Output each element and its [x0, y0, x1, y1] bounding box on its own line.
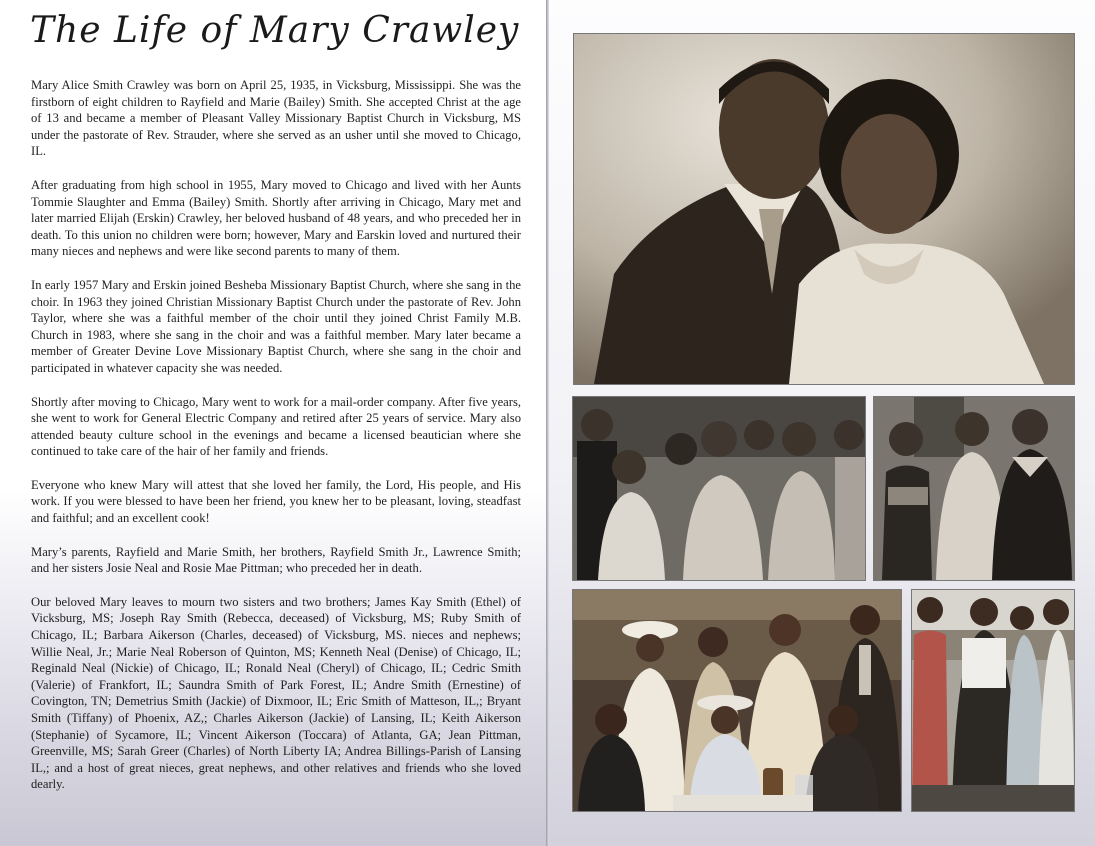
- paragraph-career: Shortly after moving to Chicago, Mary went to work for a mail-order company. After five years, she went to work for General Electric Company and retired after 25 years of service. Mary also attended beauty culture school in the evenings and became a licensed beautician where she continued to take care of the hair of her family and friends.: [31, 394, 521, 459]
- page-title: The Life of Mary Crawley: [30, 10, 520, 51]
- paragraph-character: Everyone who knew Mary will attest that she loved her family, the Lord, His people, and His work. If you were blessed to have been her friend, you knew her to be pleasant, loving, steadfast and faithful; and an excellent cook!: [31, 477, 521, 526]
- paragraph-birth: Mary Alice Smith Crawley was born on April 25, 1935, in Vicksburg, Mississippi. She was the firstborn of eight children to Rayfield and Marie (Bailey) Smith. She accepted Christ at the age of 13 and became a member of Pleasant Valley Missionary Baptist Church in Vicksburg, MS under the pastorate of Rev. Strauder, where she served as an usher until she moved to Chicago, IL.: [31, 78, 521, 159]
- banquet-group-photo: [572, 589, 902, 812]
- three-women-photo: [873, 396, 1075, 581]
- group-photo-party: [572, 396, 866, 581]
- couple-portrait-photo: [573, 33, 1075, 385]
- paragraph-chicago: After graduating from high school in 1955, Mary moved to Chicago and lived with her Aunts Tommie Slaughter and Emma (Bailey) Smith. Shortly after arriving in Chicago, Mary met and later married Elijah (Erskin) Crawley, her beloved husband of 48 years, and who preceded her in death. To this union no children were born; however, Mary and Earskin loved and nurtured their many nieces and nephews and were like second parents to many of them.: [31, 177, 521, 259]
- obituary-text: [31, 77, 521, 810]
- paragraph-survivors: Our beloved Mary leaves to mourn two sisters and two brothers; James Kay Smith (Ethel) of Vicksburg, MS; Joseph Ray Smith (Rebecca, deceased) of Vicksburg, MS; Ruby Smith of Chicago, IL; Barbara Aikerson (Charles, deceased) of Vicksburg, MS. nieces and nephews; Willie Neal, Jr.; Marie Neal Roberson of Quinton, MS; Kenneth Neal (Denise) of Chicago, IL; Reginald Neal (Nickie) of Chicago, IL; Ronald Neal (Cheryl) of Chicago, IL; Cedric Smith (Valerie) of Frankfort, IL; Saundra Smith of Park Forest, IL; Andre Smith (Ernestine) of Covington, TN; Demetrius Smith (Jackie) of Dixmoor, IL; Eric Smith of Matteson, IL,; Bryant Smith (Tiffany) of Phoenix, AZ,; Charles Aikerson (Jackie) of Lansing, IL; Keith Aikerson (Stephanie) of Sycamore, IL; Vincent Aikerson (Toccara) of Atlanta, GA; Jean Pittman, Greenville, MS; Sarah Greer (Charles) of North Liberty IA; Andrea Billings-Parish of Lansing IL,; and a host of great nieces, great nephews, and other relatives and friends who she loved dearly.: [31, 594, 521, 792]
- outdoor-women-photo: [911, 589, 1075, 812]
- paragraph-preceded: Mary’s parents, Rayfield and Marie Smith, her brothers, Rayfield Smith Jr., Lawrence Smith; and her sisters Josie Neal and Rosie Mae Pittman; who preceded her in death.: [31, 544, 521, 576]
- paragraph-church: In early 1957 Mary and Erskin joined Besheba Missionary Baptist Church, where she sang in the choir. In 1963 they joined Christian Missionary Baptist Church under the pastorate of Rev. John Taylor, where she was a faithful member of the choir until they joined Christ Family M.B. Church in 1983, where she sang in the choir and was a faithful member. Mary later became a member of Greater Devine Love Missionary Baptist Church, where she sang in the choir and participated in whatever capacity she was needed.: [31, 277, 521, 375]
- page-fold: [546, 0, 549, 846]
